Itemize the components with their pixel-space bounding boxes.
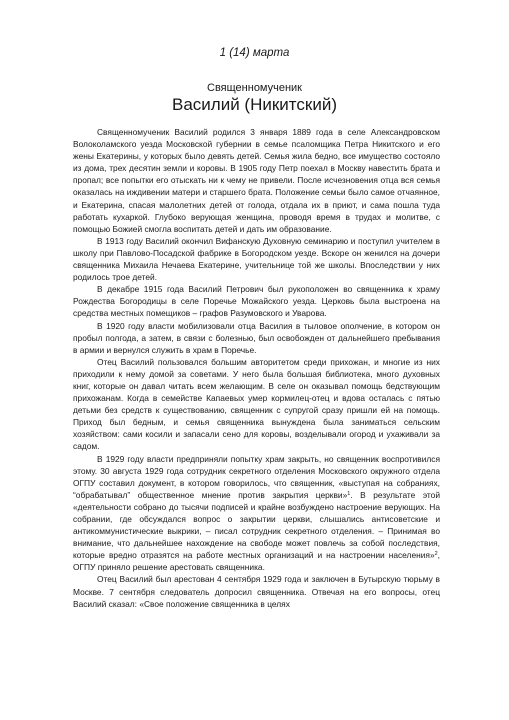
paragraph-5: Отец Василий пользовался большим авторитетом среди прихожан, и многие из них приходили к нему домой за советами. У него была большая библиотека, много духовных книг, которые он давал читать всем желающим. В селе он оказывал помощь бедствующим прихожанам. Когда в семействе Капаевых умер кормилец-отец и вдова осталась с пятью детьми без средств к существованию, священник с супругой сразу пришли ей на помощь. Приход был бедным, и семья священника вынуждена была заниматься сельским хозяйством: сами косили и запасали сено для коровы, возделывали огород и ухаживали за садом. xyxy=(73,356,440,452)
paragraph-7: Отец Василий был арестован 4 сентября 1929 года и заключен в Бутырскую тюрьму в Москве. 7 сентября следователь допросил священника. Отвечая на его вопросы, отец Василий сказал: «Свое положение священника в целях xyxy=(73,574,440,609)
document-body xyxy=(73,126,440,610)
feast-date: 1 (14) марта xyxy=(219,47,290,59)
footnote-ref-1[interactable]: 1 xyxy=(347,490,351,497)
saint-rank: Священномученик xyxy=(207,82,302,94)
paragraph-6-text: В 1929 году власти предприняли попытку храм закрыть, но священник воспротивился этому. 30 августа 1929 года сотрудник секретного отделения Московского окружного отдела ОГПУ составил документ, в котором говорилось, что священник, «выступая на собраниях, “обрабатывал” общественное мнение против закрытия церкви» xyxy=(73,453,440,500)
paragraph-6-end: , ОГПУ приняло решение арестовать священника. xyxy=(73,550,440,573)
paragraph-4: В 1920 году власти мобилизовали отца Василия в тыловое ополчение, в котором он пробыл полгода, а затем, в связи с болезнью, был освобожден от дальнейшего пребывания в армии и вернулся служить в храм в Поречье. xyxy=(73,320,440,355)
paragraph-6 xyxy=(73,453,440,574)
saint-name: Василий (Никитский) xyxy=(172,95,337,114)
paragraph-1: Священномученик Василий родился 3 января 1889 года в селе Александровском Волоколамского уезда Московской губернии в семье псаломщика Петра Никитского и его жены Екатерины, у которых было девять детей. Семья жила бедно, все имущество состояло из дома, трех десятин земли и коровы. В 1905 году Петр поехал в Москву навестить брата и пропал; все попытки его отыскать ни к чему не привели. После исчезновения отца вся семья оказалась на иждивении матери и старшего брата. Положение семьи было самое отчаянное, и Екатерина, спасая малолетних детей от голода, отдала их в приют, и сама пошла туда работать кухаркой. Глубоко верующая женщина, проводя время в трудах и молитве, с помощью Божией смогла воспитать детей и дать им образование. xyxy=(73,127,440,234)
paragraph-6-continuation: . В результате этой «деятельности собрано до тысячи подписей и крайне возбуждено настроение верующих. На собрании, где обсуждался вопрос о закрытии церкви, слышались антисоветские и антикоммунистические выкрики, – писал сотрудник секретного отделения. – Принимая во внимание, что дальнейшее нахождение на свободе может повлечь за собой последствия, которые вредно отразятся на работе местных организаций и на настроении населения» xyxy=(73,489,440,561)
paragraph-2: В 1913 году Василий окончил Вифанскую Духовную семинарию и поступил учителем в школу при Павлово-Посадской фабрике в Богородском уезде. Вскоре он женился на дочери священника Михаила Нечаева Екатерине, учительнице той же школы. Впоследствии у них родилось трое детей. xyxy=(73,235,440,283)
paragraph-3: В декабре 1915 года Василий Петрович был рукоположен во священника к храму Рождества Богородицы в селе Поречье Можайского уезда. Церковь была выстроена на средства местных помещиков – графов Разумовского и Уварова. xyxy=(73,284,440,319)
footnote-ref-2[interactable]: 2 xyxy=(434,551,438,558)
